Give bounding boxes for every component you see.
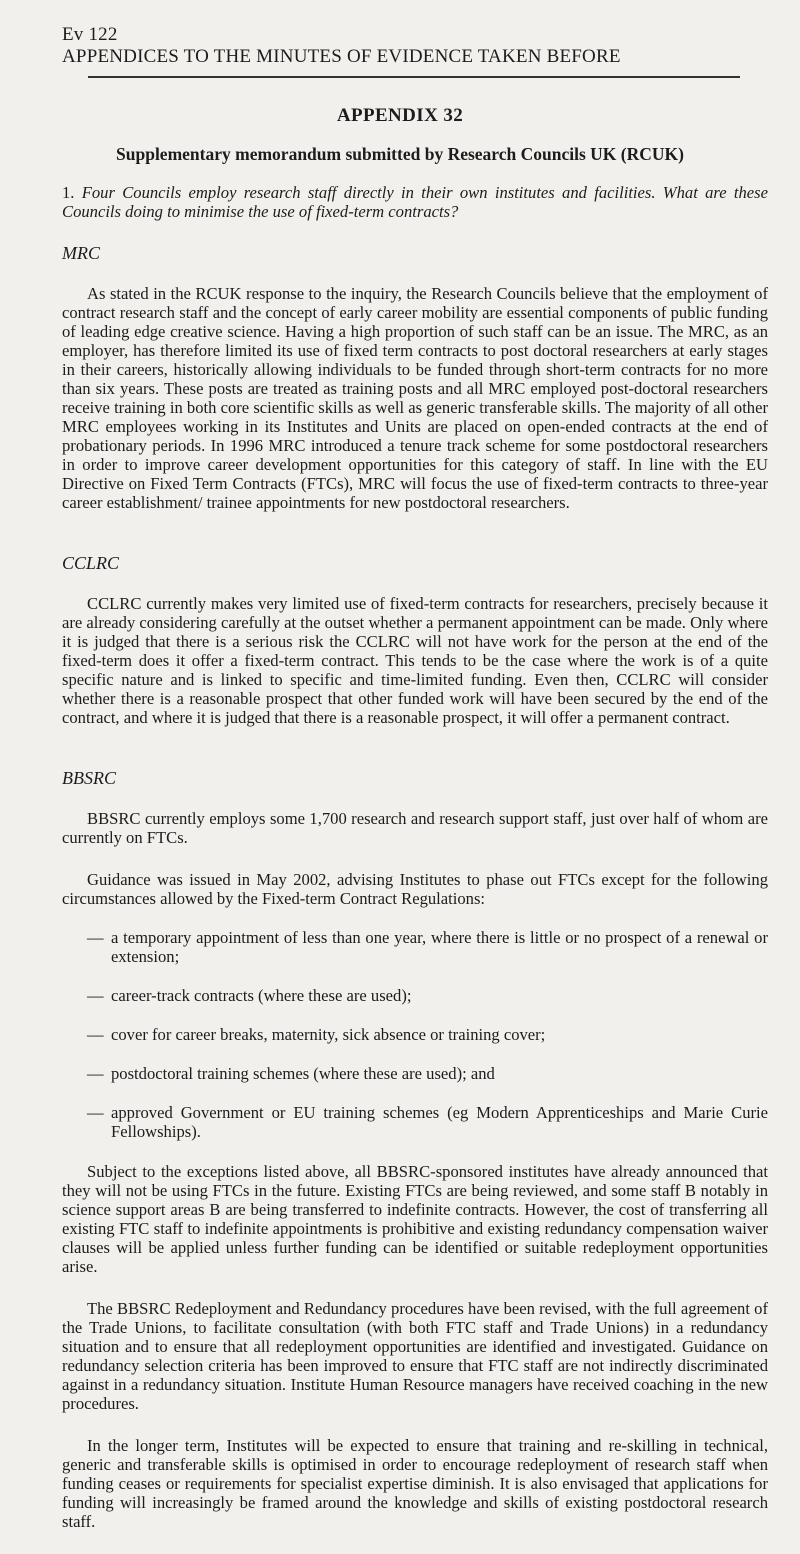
bbsrc-paragraph-1: BBSRC currently employs some 1,700 research and research support staff, just over half of whom are currently on FTCs.: [62, 809, 768, 847]
section-heading-cclrc: CCLRC: [62, 553, 120, 573]
question-text: Four Councils employ research staff directly in their own institutes and facilities. What are these Councils doing to minimise the use of fixed-term contracts?: [62, 183, 768, 221]
list-item-text: career-track contracts (where these are used);: [111, 986, 412, 1005]
bbsrc-paragraph-5: In the longer term, Institutes will be expected to ensure that training and re-skilling in technical, generic and transferable skills is optimised in order to encourage redeployment of research staff when funding ceases or requirements for specialist expertise diminish. It is also envisaged that applications for funding will increasingly be framed around the knowledge and skills of existing postdoctoral research staff.: [62, 1436, 768, 1531]
question-number: 1.: [62, 183, 75, 202]
document-body: [62, 183, 768, 1554]
dash-marker: —: [87, 928, 104, 947]
list-item-text: a temporary appointment of less than one year, where there is little or no prospect of a renewal or extension;: [111, 928, 768, 966]
dash-marker: —: [87, 1064, 104, 1083]
header-rule: [88, 76, 740, 78]
list-item-text: approved Government or EU training schemes (eg Modern Apprenticeships and Marie Curie Fellowships).: [111, 1103, 768, 1141]
list-item-text: postdoctoral training schemes (where these are used); and: [111, 1064, 495, 1083]
list-item: [62, 1025, 768, 1044]
list-item: [62, 928, 768, 966]
exceptions-list: [62, 928, 768, 1141]
running-title: APPENDICES TO THE MINUTES OF EVIDENCE TAKEN BEFORE: [62, 46, 621, 67]
dash-marker: —: [87, 1103, 104, 1122]
section-heading-mrc: MRC: [62, 243, 100, 263]
bbsrc-paragraph-2: Guidance was issued in May 2002, advising Institutes to phase out FTCs except for the following circumstances allowed by the Fixed-term Contract Regulations:: [62, 870, 768, 908]
question: [62, 183, 768, 221]
section-heading-bbsrc: BBSRC: [62, 768, 116, 788]
dash-marker: —: [87, 986, 104, 1005]
list-item-text: cover for career breaks, maternity, sick absence or training cover;: [111, 1025, 546, 1044]
appendix-title: APPENDIX 32: [336, 105, 464, 126]
running-header: [62, 24, 742, 68]
bbsrc-paragraph-4: The BBSRC Redeployment and Redundancy procedures have been revised, with the full agreement of the Trade Unions, to facilitate consultation (with both FTC staff and Trade Unions) in a redundancy situation and to ensure that all redeployment opportunities are identified and investigated. Guidance on redundancy selection criteria has been improved to ensure that FTC staff are not indirectly discriminated against in a redundancy situation. Institute Human Resource managers have received coaching in the new procedures.: [62, 1299, 768, 1413]
bbsrc-paragraph-3: Subject to the exceptions listed above, all BBSRC-sponsored institutes have already announced that they will not be using FTCs in the future. Existing FTCs are being reviewed, and some staff B notably in science support areas B are being transferred to indefinite contracts. However, the cost of transferring all existing FTC staff to indefinite appointments is prohibitive and existing redundancy compensation waiver clauses will be applied unless further funding can be identified or suitable redeployment opportunities arise.: [62, 1162, 768, 1276]
list-item: [62, 1064, 768, 1083]
cclrc-paragraph: CCLRC currently makes very limited use of fixed-term contracts for researchers, precisely because it are already considering carefully at the outset whether a permanent appointment can be made. Only where it is judged that there is a serious risk the CCLRC will not have work for the person at the end of the fixed-term does it offer a fixed-term contract. This tends to be the case where the work is of a quite specific nature and is linked to specific and time-limited funding. Even then, CCLRC will consider whether there is a reasonable prospect that other funded work will have been secured by the end of the contract, and where it is judged that there is a reasonable prospect, it will offer a permanent contract.: [62, 594, 768, 727]
dash-marker: —: [87, 1025, 104, 1044]
list-item: [62, 1103, 768, 1141]
list-item: [62, 986, 768, 1005]
memo-title: Supplementary memorandum submitted by Research Councils UK (RCUK): [116, 144, 684, 164]
page-number: Ev 122: [62, 24, 118, 45]
mrc-paragraph: As stated in the RCUK response to the inquiry, the Research Councils believe that the employment of contract research staff and the concept of early career mobility are essential components of public funding of leading edge creative science. Having a high proportion of such staff can be an issue. The MRC, as an employer, has therefore limited its use of fixed term contracts to post doctoral researchers at early stages in their careers, historically allowing individuals to be funded through short-term contracts for no more than six years. These posts are treated as training posts and all MRC employed post-doctoral researchers receive training in both core scientific skills as well as generic transferable skills. The majority of all other MRC employees working in its Institutes and Units are placed on open-ended contracts at the end of probationary periods. In 1996 MRC introduced a tenure track scheme for some postdoctoral researchers in order to improve career development opportunities for this category of staff. In line with the EU Directive on Fixed Term Contracts (FTCs), MRC will focus the use of fixed-term contracts to three-year career establishment/ trainee appointments for new postdoctoral researchers.: [62, 284, 768, 512]
